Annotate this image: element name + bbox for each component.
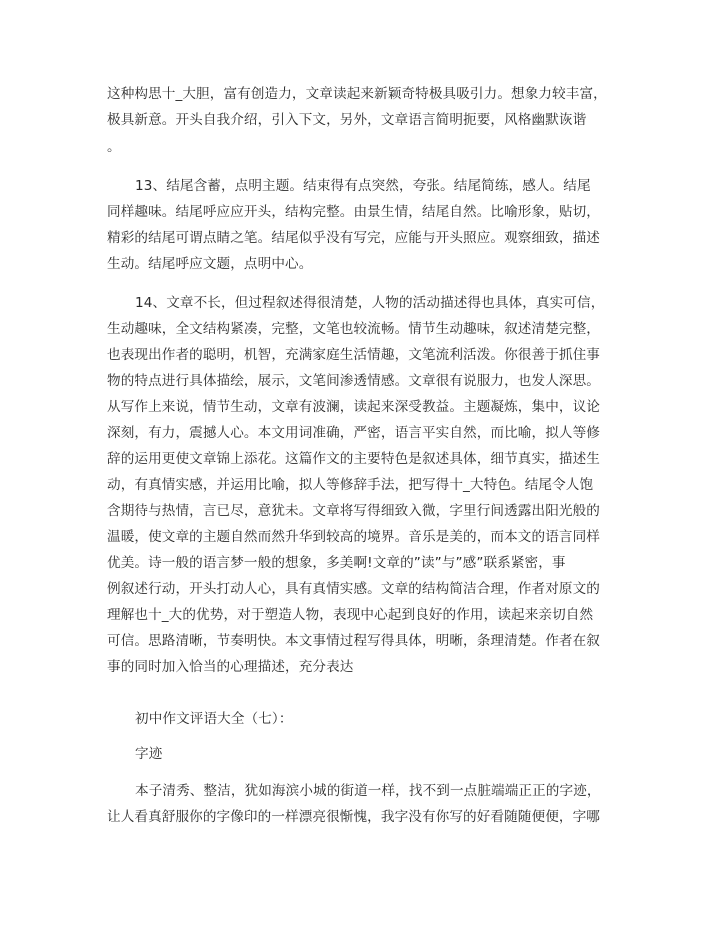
paragraph-line: 理解也十_大的优势，对于塑造人物，表现中心起到良好的作用，读起来亲切自然 xyxy=(107,607,594,623)
paragraph-line: 13、结尾含蓄，点明主题。结束得有点突然，夸张。结尾简练，感人。结尾 xyxy=(135,178,591,194)
paragraph-line: 极具新意。开头自我介绍，引入下文，另外，文章语言简明扼要，风格幽默诙谐 xyxy=(107,112,587,128)
section-heading: 初中作文评语大全（七）： xyxy=(135,711,293,727)
paragraph-line: 可信。思路清晰，节奏明快。本文事情过程写得具体，明晰，条理清楚。作者在叙 xyxy=(107,633,600,649)
paragraph-line: 也表现出作者的聪明，机智，充满家庭生活情趣，文笔流利活泼。你很善于抓住事 xyxy=(107,347,600,363)
paragraph-line: 本子清秀、整洁，犹如海滨小城的街道一样，找不到一点脏端端正正的字迹， xyxy=(135,783,601,799)
paragraph-line: 动，有真情实感，并运用比喻，拟人等修辞手法，把写得十_大特色。结尾令人饱 xyxy=(107,477,594,493)
paragraph-line: 精彩的结尾可谓点睛之笔。结尾似乎没有写完，应能与开头照应。观察细致，描述 xyxy=(107,230,600,246)
paragraph-line: 温暖，使文章的主题自然而然升华到较高的境界。音乐是美的，而本文的语言同样 xyxy=(107,529,600,545)
paragraph-line: 含期待与热情，言已尽，意犹未。文章将写得细致入微，字里行间透露出阳光般的 xyxy=(107,503,600,519)
paragraph-line: 14、文章不长，但过程叙述得很清楚，人物的活动描述得也具体，真实可信， xyxy=(135,295,605,311)
paragraph-line: 生动趣味，全文结构紧凑，完整，文笔也较流畅。情节生动趣味，叙述清楚完整， xyxy=(107,321,600,337)
paragraph-line: 。 xyxy=(107,139,121,155)
subheading: 字迹 xyxy=(135,746,163,762)
paragraph-line: 事的同时加入恰当的心理描述，充分表达 xyxy=(107,659,354,675)
paragraph-line: 深刻，有力，震撼人心。本文用词准确，严密，语言平实自然，而比喻，拟人等修 xyxy=(107,425,600,441)
paragraph-line: 这种构思十_大胆，富有创造力，文章读起来新颖奇特极具吸引力。想象力较丰富， xyxy=(107,86,607,102)
paragraph-line: 同样趣味。结尾呼应应开头，结构完整。由景生情，结尾自然。比喻形象，贴切， xyxy=(107,204,600,220)
paragraph-line: 辞的运用更使文章锦上添花。这篇作文的主要特色是叙述具体，细节真实，描述生 xyxy=(107,451,600,467)
paragraph-line: 让人看真舒服你的字像印的一样漂亮很惭愧，我字没有你写的好看随随便便，字哪 xyxy=(107,809,600,825)
paragraph-line: 例叙述行动，开头打动人心，具有真情实感。文章的结构简洁合理，作者对原文的 xyxy=(107,581,600,597)
paragraph-line: 物的特点进行具体描绘，展示，文笔间渗透情感。文章很有说服力，也发人深思。 xyxy=(107,373,600,389)
paragraph-line: 从写作上来说，情节生动，文章有波澜，读起来深受教益。主题凝炼，集中，议论 xyxy=(107,399,600,415)
paragraph-line: 优美。诗一般的语言梦一般的想象，多美啊!文章的”读”与”感”联系紧密，事 xyxy=(107,555,566,571)
paragraph-line: 生动。结尾呼应文题，点明中心。 xyxy=(107,256,313,272)
